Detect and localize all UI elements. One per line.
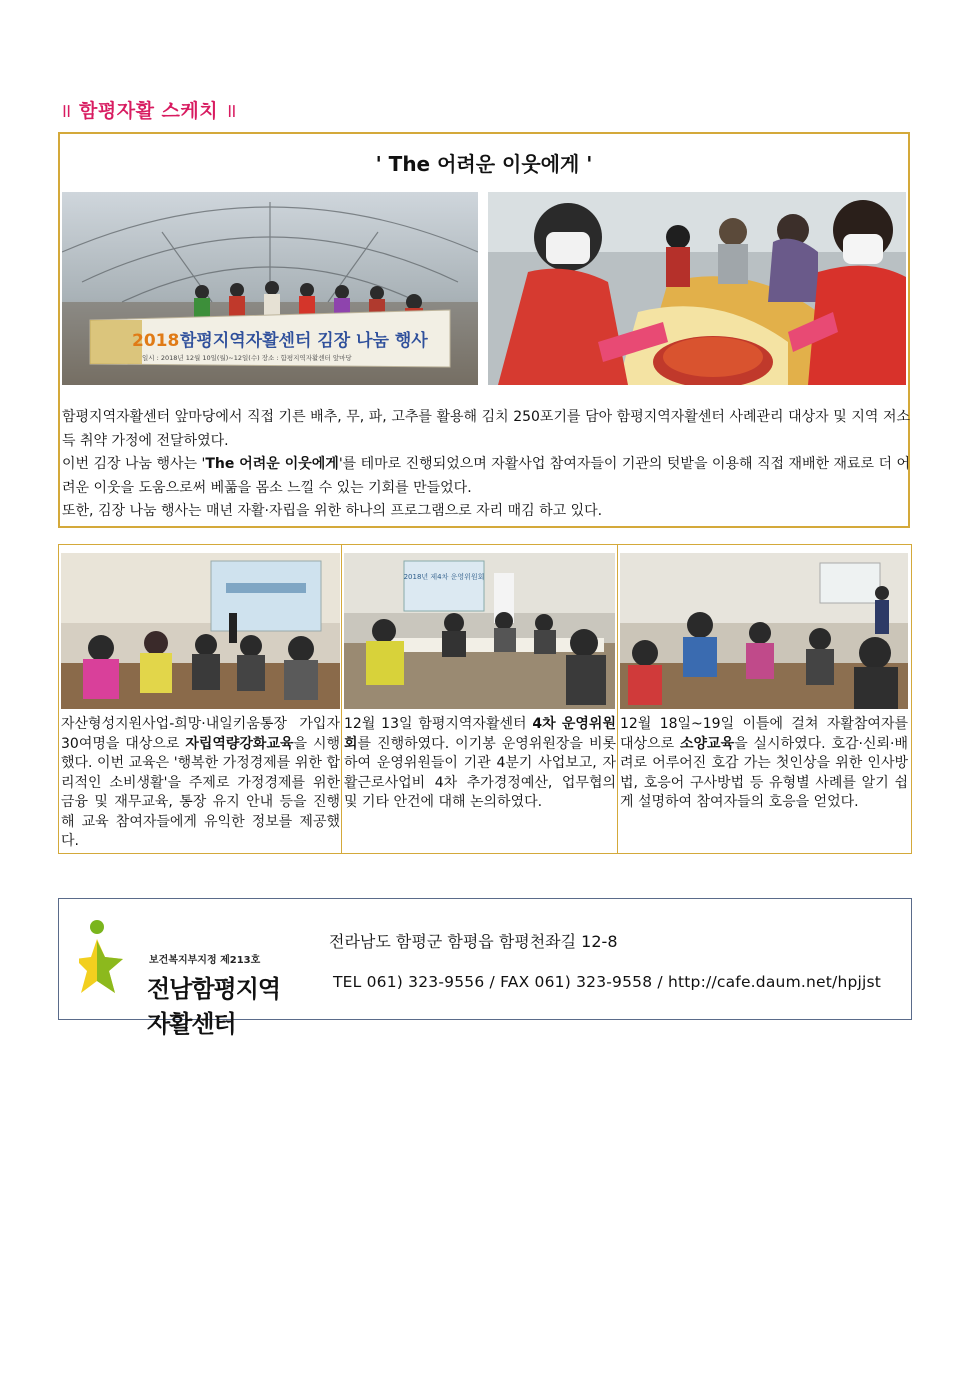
greenhouse-kimchi-photo bbox=[62, 192, 478, 385]
feature-title: ' The 어려운 이웃에게 ' bbox=[375, 152, 593, 176]
footer-contact-box bbox=[58, 898, 912, 1038]
event-column-financial-education bbox=[59, 545, 342, 853]
committee-meeting-photo bbox=[344, 553, 615, 709]
event-column-committee-meeting bbox=[342, 545, 618, 853]
heading-text: 함평자활 스케치 bbox=[79, 100, 219, 122]
contact-text: TEL 061) 323-9556 / FAX 061) 323-9558 / http://cafe.daum.net/hpjjst bbox=[333, 973, 882, 991]
feature-paragraph-1: 함평지역자활센터 앞마당에서 직접 기른 배추, 무, 파, 고추를 활용해 김치 250포기를 담아 함평지역자활센터 사례관리 대상자 및 지역 저소득 취약 가정에 전달하였다. bbox=[62, 409, 910, 449]
events-section bbox=[58, 544, 912, 854]
feature-body bbox=[62, 406, 910, 524]
logo-figure-icon bbox=[79, 917, 139, 1001]
address-text: 전라남도 함평군 함평읍 함평천좌길 12-8 bbox=[329, 932, 618, 951]
etiquette-training-text: 12월 18일~19일 이틀에 걸쳐 자활참여자를 대상으로 소양교육을 실시하였다. 호감·신뢰·배려로 어루어진 호감 가는 첫인상을 위한 인사방법, 호응어 구사방법 등 유형별 사례를 알기 쉽게 설명하여 참여자들의 호응을 얻었다. bbox=[620, 716, 909, 810]
feature-article bbox=[58, 132, 910, 528]
banner-year: 2018 bbox=[132, 331, 180, 351]
logo-name: 전남함평지역자활센터 bbox=[147, 974, 281, 1038]
logo-designation: 보건복지부지정 제213호 bbox=[149, 955, 261, 966]
committee-meeting-text: 12월 13일 함평지역자활센터 4차 운영위원회를 진행하였다. 이기봉 운영위원장을 비롯하여 운영위원들이 기관 4분기 사업보고, 자활근로사업비 4차 추가경정예산, 업무협의 및 기타 안건에 대해 논의하였다. bbox=[344, 716, 616, 810]
banner-title: 함평지역자활센터 김장 나눔 행사 bbox=[180, 331, 428, 351]
feature-paragraph-3: 또한, 김장 나눔 행사는 매년 자활·자립을 위한 하나의 프로그램으로 자리 매김 하고 있다. bbox=[62, 503, 603, 519]
center-logo bbox=[79, 917, 299, 1038]
heading-bar-left: ॥ bbox=[60, 100, 72, 122]
kimchi-making-photo bbox=[488, 192, 906, 385]
section-heading bbox=[60, 96, 237, 123]
banner-subtitle: 일시 : 2018년 12월 10일(월)~12일(수) 장소 : 함평지역자활센터 앞마당 bbox=[142, 354, 352, 362]
meeting-screen-text: 2018년 제4차 운영위원회 bbox=[403, 573, 485, 581]
heading-bar-right: ॥ bbox=[225, 100, 238, 122]
financial-education-text: 자산형성지원사업-희망·내일키움통장 가입자 30여명을 대상으로 자립역량강화교육을 시행했다. 이번 교육은 '행복한 가정경제를 위한 합리적인 소비생활'을 주제로 가정경제를 위한 금융 및 재무교육, 통장 유지 안내 등을 진행해 교육 참여자들에게 유익한 정보를 제공했다. bbox=[61, 716, 340, 849]
event-column-etiquette-training bbox=[618, 545, 910, 853]
etiquette-training-photo bbox=[620, 553, 908, 709]
financial-education-photo bbox=[61, 553, 340, 709]
feature-paragraph-2: 이번 김장 나눔 행사는 'The 어려운 이웃에게'를 테마로 진행되었으며 자활사업 참여자들이 기관의 텃밭을 이용해 직접 재배한 재료로 더 어려운 이웃을 도움으로써 베풂을 몸소 느낄 수 있는 기회를 만들었다. bbox=[62, 456, 910, 496]
